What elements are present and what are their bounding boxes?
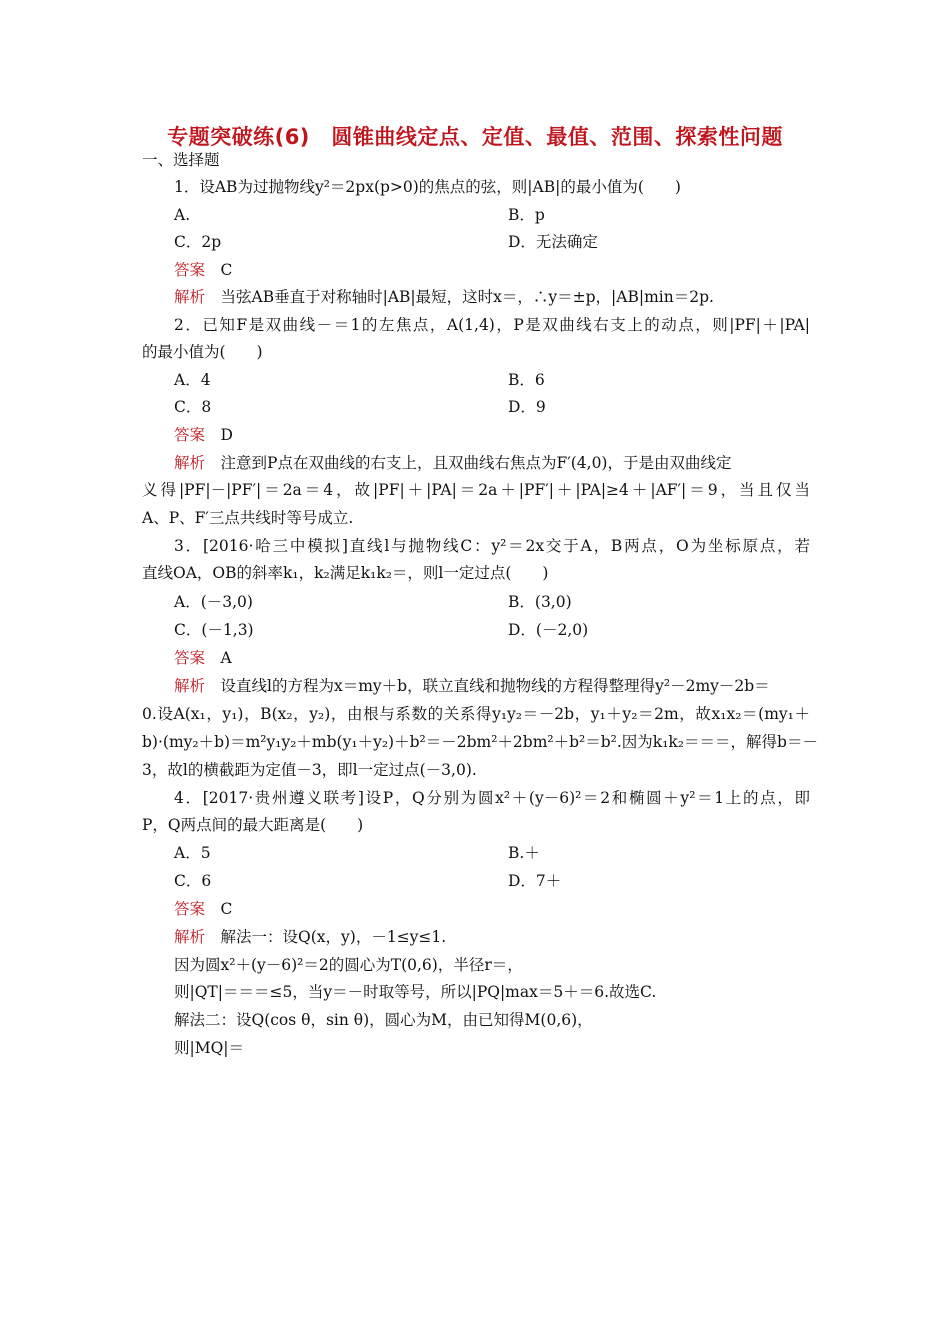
q4-stem-line-2: P，Q两点间的最大距离是( ) [142, 816, 364, 834]
answer-value: D [220, 426, 233, 444]
q1-option-d: D．无法确定 [508, 233, 598, 251]
q3-analysis-line-4: 3，故l的横截距为定值－3，即l一定过点(－3,0). [142, 761, 477, 779]
q2-analysis-line-2: 义得|PF|－|PF′|＝2a＝4，故|PF|＋|PA|＝2a＋|PF′|＋|PA|≥4＋|AF′|＝9，当且仅当 [142, 481, 810, 499]
q4-option-b: B.＋ [508, 844, 540, 862]
q1-option-a: A. [174, 206, 191, 224]
analysis-text: 设直线l的方程为x＝my＋b，联立直线和抛物线的方程得整理得y²－2my－2b＝ [220, 677, 770, 695]
answer-value: C [220, 900, 233, 918]
q4-option-c: C．6 [174, 872, 212, 890]
answer-label: 答案 [174, 900, 206, 918]
answer-value: A [220, 649, 232, 667]
q2-stem-line-1: 2．已知F是双曲线－＝1的左焦点，A(1,4)，P是双曲线右支上的动点，则|PF|＋|PA| [174, 316, 810, 334]
q4-stem-line-1: 4．[2017·贵州遵义联考]设P，Q分别为圆x²＋(y－6)²＝2和椭圆＋y²＝1上的点，即 [174, 789, 810, 807]
q3-option-c: C．(－1,3) [174, 621, 254, 639]
q2-option-c: C．8 [174, 398, 212, 416]
answer-label: 答案 [174, 261, 206, 279]
q3-option-a: A．(－3,0) [174, 593, 253, 611]
q3-analysis-line-2: 0.设A(x₁，y₁)，B(x₂，y₂)，由根与系数的关系得y₁y₂＝－2b，y₁＋y₂＝2m，故x₁x₂＝(my₁＋ [142, 705, 810, 723]
q2-stem-line-2: 的最小值为( ) [142, 343, 263, 361]
q1-option-c: C．2p [174, 233, 222, 251]
page-title: 专题突破练(6) 圆锥曲线定点、定值、最值、范围、探索性问题 [167, 125, 783, 149]
section-heading: 一、选择题 [142, 151, 220, 169]
analysis-label: 解析 [174, 677, 206, 695]
analysis-label: 解析 [174, 454, 206, 472]
analysis-label: 解析 [174, 288, 206, 306]
analysis-label: 解析 [174, 928, 206, 946]
q3-answer [174, 648, 232, 668]
answer-value: C [220, 261, 233, 279]
q2-analysis-line-1 [174, 453, 731, 473]
q2-option-a: A．4 [174, 371, 211, 389]
q1-option-b: B．p [508, 206, 545, 224]
q3-option-b: B．(3,0) [508, 593, 572, 611]
q3-stem-line-2: 直线OA，OB的斜率k₁，k₂满足k₁k₂＝，则l一定过点( ) [142, 564, 549, 582]
q4-option-d: D．7＋ [508, 872, 562, 890]
q3-option-d: D．(－2,0) [508, 621, 589, 639]
answer-label: 答案 [174, 649, 206, 667]
q1-answer [174, 260, 232, 280]
analysis-text: 注意到P点在双曲线的右支上，且双曲线右焦点为F′(4,0)，于是由双曲线定 [220, 454, 732, 472]
q4-option-a: A．5 [174, 844, 211, 862]
q4-answer [174, 899, 232, 919]
answer-label: 答案 [174, 426, 206, 444]
q2-option-d: D．9 [508, 398, 546, 416]
q3-analysis-line-3: b)·(my₂＋b)＝m²y₁y₂＋mb(y₁＋y₂)＋b²＝－2bm²＋2bm²＋b²＝b².因为k₁k₂＝＝＝，解得b＝－ [142, 733, 818, 751]
analysis-text: 当弦AB垂直于对称轴时|AB|最短，这时x＝，∴y＝±p，|AB|min＝2p. [220, 288, 714, 306]
q3-analysis-line-1 [174, 676, 770, 696]
q2-analysis-line-3: A、P、F′三点共线时等号成立. [142, 509, 354, 527]
q3-stem-line-1: 3．[2016·哈三中模拟]直线l与抛物线C：y²＝2x交于A，B两点，O为坐标原点，若 [174, 537, 810, 555]
q4-analysis-line-2: 因为圆x²＋(y－6)²＝2的圆心为T(0,6)，半径r＝， [174, 956, 523, 974]
q2-answer [174, 425, 233, 445]
q1-analysis [174, 287, 714, 307]
q1-stem: 1．设AB为过抛物线y²＝2px(p>0)的焦点的弦，则|AB|的最小值为( ) [174, 178, 681, 196]
q4-analysis-line-4: 解法二：设Q(cos θ，sin θ)，圆心为M，由已知得M(0,6)， [174, 1011, 593, 1029]
q4-analysis-line-5: 则|MQ|＝ [174, 1039, 245, 1057]
q2-option-b: B．6 [508, 371, 545, 389]
q4-analysis-line-3: 则|QT|＝＝＝≤5，当y＝－时取等号，所以|PQ|max＝5＋＝6.故选C. [174, 983, 657, 1001]
q4-analysis-line-1 [174, 927, 446, 947]
analysis-text: 解法一：设Q(x，y)，－1≤y≤1. [220, 928, 447, 946]
